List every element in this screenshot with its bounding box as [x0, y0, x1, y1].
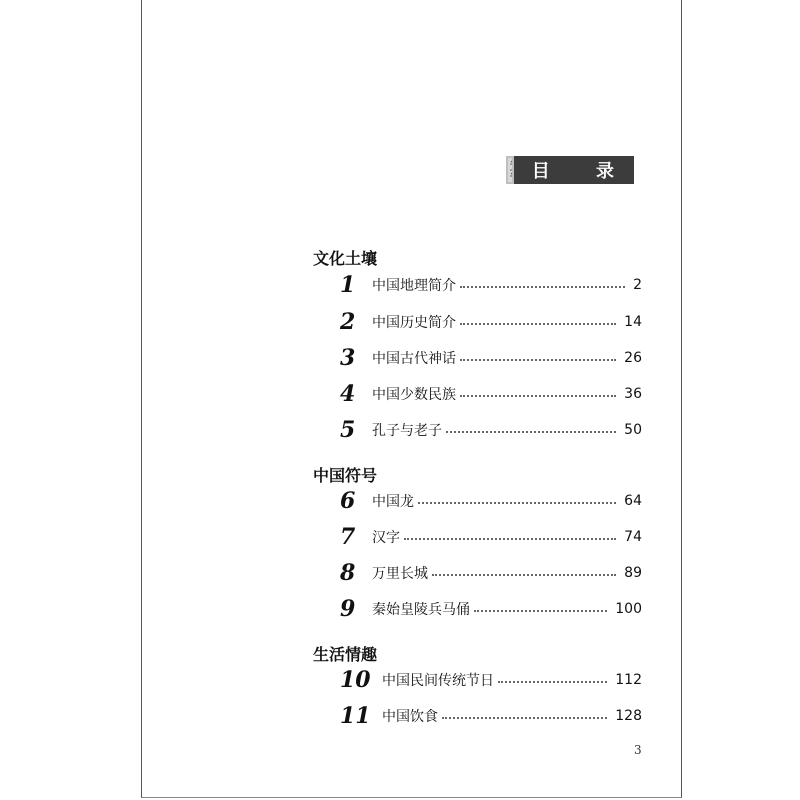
chapter-number: 10: [340, 667, 371, 693]
dot-leader: [460, 323, 616, 325]
chapter-title: 秦始皇陵兵马俑: [372, 602, 470, 618]
dot-leader: [460, 395, 616, 397]
toc-entry[interactable]: [340, 270, 642, 300]
page-ref: 64: [624, 493, 642, 509]
chapter-number: 5: [340, 417, 356, 443]
page-ref: 14: [624, 314, 642, 330]
dot-leader: [498, 681, 607, 683]
toc-entry[interactable]: [340, 415, 642, 445]
chapter-title: 中国民间传统节日: [382, 673, 494, 689]
page-ref: 50: [624, 422, 642, 438]
page-ref: 2: [633, 277, 642, 293]
toc-entry[interactable]: [340, 665, 642, 695]
dot-leader: [432, 574, 616, 576]
chapter-number: 11: [340, 703, 371, 729]
dot-leader: [404, 538, 616, 540]
page-ref: 112: [615, 672, 642, 688]
chapter-number: 9: [340, 596, 356, 622]
toc-title-banner: [506, 156, 634, 184]
page-ref: 26: [624, 350, 642, 366]
toc-entry[interactable]: [340, 558, 642, 588]
toc-entry[interactable]: [340, 343, 642, 373]
dot-leader: [442, 717, 607, 719]
page-ref: 36: [624, 386, 642, 402]
page-number: 3: [634, 743, 642, 757]
toc-entry[interactable]: [340, 486, 642, 516]
chapter-title: 汉字: [372, 530, 400, 546]
dot-leader: [460, 286, 625, 288]
section-title: 中国符号: [313, 466, 378, 485]
chapter-title: 万里长城: [372, 566, 428, 582]
toc-entry[interactable]: [340, 594, 642, 624]
section-title: 文化土壤: [313, 249, 378, 268]
page-ref: 89: [624, 565, 642, 581]
chapter-number: 4: [340, 381, 356, 407]
lattice-ornament-icon: [506, 156, 514, 184]
chapter-number: 3: [340, 345, 356, 371]
toc-entry[interactable]: [340, 379, 642, 409]
chapter-number: 8: [340, 560, 356, 586]
page-ref: 74: [624, 529, 642, 545]
chapter-number: 2: [340, 309, 356, 335]
chapter-title: 中国少数民族: [372, 387, 456, 403]
dot-leader: [418, 502, 616, 504]
chapter-number: 6: [340, 488, 356, 514]
page-title: 目 录: [531, 161, 634, 182]
dot-leader: [460, 359, 616, 361]
chapter-title: 中国地理简介: [372, 278, 456, 294]
chapter-title: 中国古代神话: [372, 351, 456, 367]
dot-leader: [474, 610, 607, 612]
chapter-title: 中国历史简介: [372, 315, 456, 331]
chapter-title: 中国龙: [372, 494, 414, 510]
chapter-title: 中国饮食: [382, 709, 438, 725]
section-title: 生活情趣: [313, 645, 378, 664]
toc-entry[interactable]: [340, 307, 642, 337]
page-ref: 100: [615, 601, 642, 617]
chapter-number: 1: [340, 272, 356, 298]
chapter-title: 孔子与老子: [372, 423, 442, 439]
chapter-number: 7: [340, 524, 356, 550]
toc-entry[interactable]: [340, 701, 642, 731]
dot-leader: [446, 431, 616, 433]
page-ref: 128: [615, 708, 642, 724]
toc-entry[interactable]: [340, 522, 642, 552]
